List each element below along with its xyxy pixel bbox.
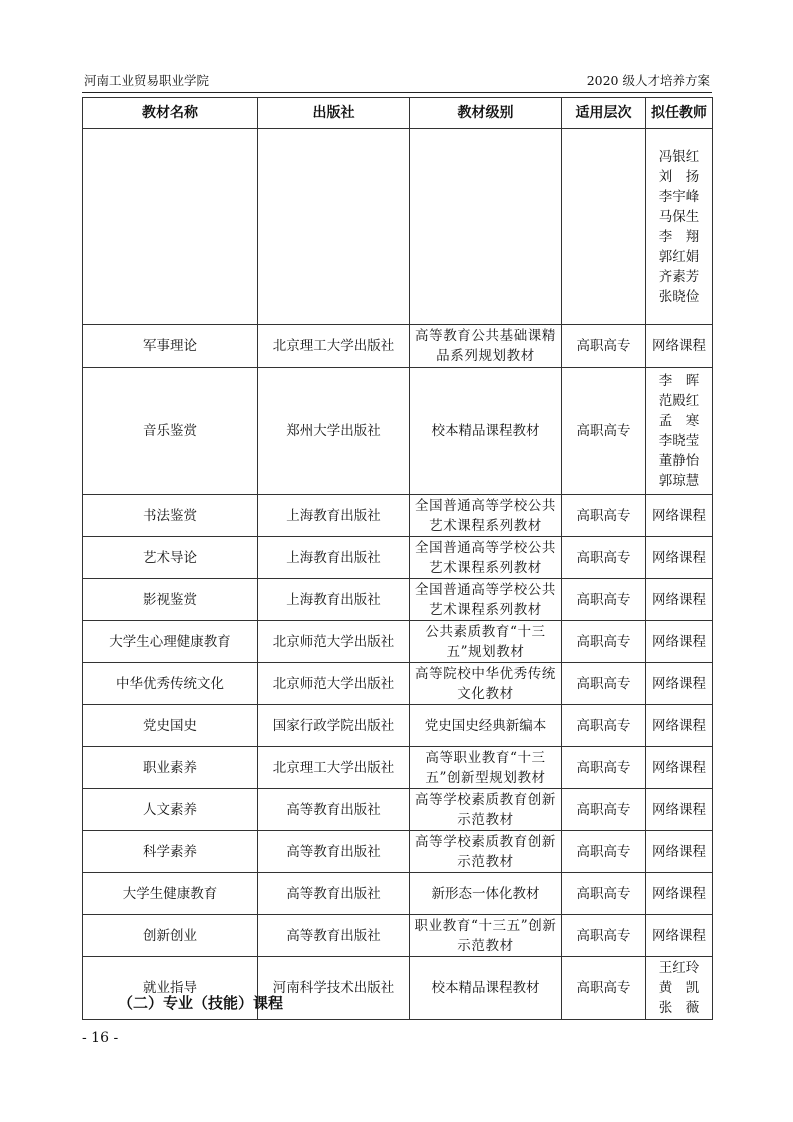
teacher-name: 网络课程 [652,338,706,354]
table-row [83,495,713,537]
textbook-name-cell: 职业素养 [83,747,258,789]
teacher-name: 网络课程 [652,927,706,944]
publisher-cell: 上海教育出版社 [258,495,410,537]
table-header-row [83,98,713,129]
teacher-name: 网络课程 [652,675,706,692]
publisher-cell: 北京理工大学出版社 [258,747,410,789]
textbook-name-cell: 大学生心理健康教育 [83,621,258,663]
table-row [83,129,713,325]
teacher-name: 郭红娟 [658,248,700,265]
teacher-name: 张晓俭 [658,288,700,305]
publisher-cell [258,129,410,325]
scope-cell: 高职高专 [562,915,646,957]
teacher-name: 张 薇 [658,1000,700,1016]
textbook-name-cell: 军事理论 [83,325,258,368]
scope-cell: 高职高专 [562,705,646,747]
textbook-level-cell: 公共素质教育“十三五”规划教材 [410,621,562,663]
publisher-cell: 高等教育出版社 [258,789,410,831]
teacher-name: 李晓莹 [658,433,700,449]
table-row [83,325,713,368]
textbook-name-cell: 大学生健康教育 [83,873,258,915]
teachers-cell [646,325,713,368]
table-row [83,747,713,789]
publisher-cell: 河南科学技术出版社 [258,957,410,1020]
table-row [83,663,713,705]
teacher-name: 李宇峰 [658,188,700,205]
teacher-name: 网络课程 [652,801,706,818]
scope-cell: 高职高专 [562,873,646,915]
scope-cell: 高职高专 [562,789,646,831]
table-row [83,537,713,579]
page-number: - 16 - [82,1030,119,1046]
textbook-name-cell: 人文素养 [83,789,258,831]
teacher-name: 黄 凯 [658,980,700,996]
teachers-cell [646,957,713,1020]
scope-cell: 高职高专 [562,495,646,537]
textbook-name-cell: 党史国史 [83,705,258,747]
scope-cell: 高职高专 [562,368,646,495]
teacher-name: 网络课程 [652,507,706,524]
textbook-name-cell [83,129,258,325]
publisher-cell: 上海教育出版社 [258,537,410,579]
table-row [83,368,713,495]
teacher-name: 网络课程 [652,759,706,776]
publisher-cell: 高等教育出版社 [258,831,410,873]
table-row [83,789,713,831]
teachers-cell [646,621,713,663]
publisher-cell: 高等教育出版社 [258,873,410,915]
column-header-level: 教材级别 [410,98,562,129]
publisher-cell: 高等教育出版社 [258,915,410,957]
teacher-name: 网络课程 [652,633,706,650]
textbook-level-cell: 高等院校中华优秀传统文化教材 [410,663,562,705]
textbook-name-cell: 影视鉴赏 [83,579,258,621]
teacher-name: 郭琼慧 [658,473,700,489]
teacher-name: 齐素芳 [658,268,700,285]
textbook-name-cell: 中华优秀传统文化 [83,663,258,705]
teacher-name: 刘 扬 [658,168,700,185]
teachers-cell [646,663,713,705]
column-header-teachers: 拟任教师 [646,98,713,129]
table-row [83,873,713,915]
scope-cell: 高职高专 [562,579,646,621]
textbook-level-cell: 高等教育公共基础课精品系列规划教材 [410,325,562,368]
teacher-name: 网络课程 [652,885,706,902]
scope-cell: 高职高专 [562,831,646,873]
publisher-cell: 北京师范大学出版社 [258,621,410,663]
publisher-cell: 郑州大学出版社 [258,368,410,495]
teachers-cell [646,747,713,789]
teachers-cell [646,368,713,495]
school-name: 河南工业贸易职业学院 [84,73,210,88]
publisher-cell: 国家行政学院出版社 [258,705,410,747]
teacher-name: 冯银红 [658,148,700,165]
publisher-cell: 北京理工大学出版社 [258,325,410,368]
textbook-name-cell: 艺术导论 [83,537,258,579]
textbook-level-cell: 高等学校素质教育创新示范教材 [410,831,562,873]
table-row [83,705,713,747]
textbook-level-cell: 校本精品课程教材 [410,957,562,1020]
textbook-level-cell: 高等职业教育“十三五”创新型规划教材 [410,747,562,789]
teachers-cell [646,495,713,537]
textbook-level-cell: 职业教育“十三五”创新示范教材 [410,915,562,957]
textbook-level-cell [410,129,562,325]
table-row [83,621,713,663]
textbook-level-cell: 校本精品课程教材 [410,368,562,495]
teachers-cell [646,873,713,915]
textbook-level-cell: 全国普通高等学校公共艺术课程系列教材 [410,579,562,621]
teacher-name: 李 翔 [658,228,700,245]
teacher-name: 网络课程 [652,591,706,608]
scope-cell: 高职高专 [562,621,646,663]
column-header-name: 教材名称 [83,98,258,129]
teachers-cell [646,789,713,831]
scope-cell [562,129,646,325]
teachers-cell [646,579,713,621]
table-row [83,579,713,621]
textbook-name-cell: 科学素养 [83,831,258,873]
teachers-cell [646,705,713,747]
publisher-cell: 上海教育出版社 [258,579,410,621]
table-row [83,831,713,873]
teacher-name: 网络课程 [652,843,706,860]
textbook-level-cell: 全国普通高等学校公共艺术课程系列教材 [410,495,562,537]
scope-cell: 高职高专 [562,537,646,579]
textbook-level-cell: 党史国史经典新编本 [410,705,562,747]
textbook-table [82,97,713,1020]
subsection-heading: （二）专业（技能）课程 [118,994,284,1012]
document-title: 2020 级人才培养方案 [586,73,710,88]
scope-cell: 高职高专 [562,325,646,368]
teachers-cell [646,129,713,325]
textbook-level-cell: 高等学校素质教育创新示范教材 [410,789,562,831]
teacher-name: 马保生 [658,208,700,225]
page-header [82,70,712,93]
textbook-name-cell: 创新创业 [83,915,258,957]
teacher-name: 范殿红 [658,393,700,409]
table-body [83,129,713,1020]
column-header-scope: 适用层次 [562,98,646,129]
scope-cell: 高职高专 [562,747,646,789]
teacher-name: 王红玲 [658,960,700,976]
teacher-name: 孟 寒 [658,413,700,429]
publisher-cell: 北京师范大学出版社 [258,663,410,705]
textbook-level-cell: 新形态一体化教材 [410,873,562,915]
teacher-name: 网络课程 [652,717,706,734]
column-header-publisher: 出版社 [258,98,410,129]
scope-cell: 高职高专 [562,957,646,1020]
textbook-name-cell: 就业指导 [83,957,258,1020]
teachers-cell [646,831,713,873]
textbook-name-cell: 音乐鉴赏 [83,368,258,495]
scope-cell: 高职高专 [562,663,646,705]
teachers-cell [646,537,713,579]
teacher-name: 李 晖 [658,373,700,389]
table-row [83,915,713,957]
textbook-level-cell: 全国普通高等学校公共艺术课程系列教材 [410,537,562,579]
teachers-cell [646,915,713,957]
teacher-name: 董静怡 [658,453,700,469]
teacher-name: 网络课程 [652,549,706,566]
textbook-name-cell: 书法鉴赏 [83,495,258,537]
